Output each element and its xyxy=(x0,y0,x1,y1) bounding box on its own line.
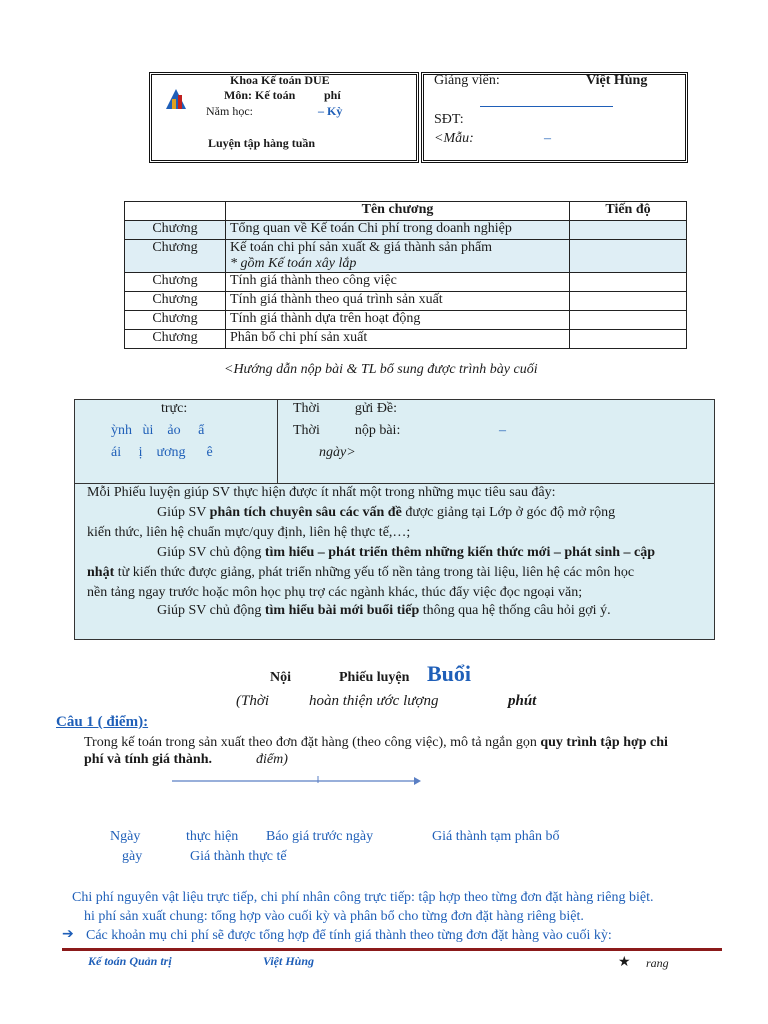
question-text-line2: phí và tính giá thành. xyxy=(84,752,212,767)
footer-lecturer: Việt Hùng xyxy=(263,954,315,968)
term-label: – Kỳ xyxy=(318,104,343,118)
goal-3-rest: thông qua hệ thống câu hỏi gợi ý. xyxy=(419,603,611,618)
question-text-normal: Trong kế toán trong sản xuất theo đơn đặt hàng (theo công việc), mô tả ngắn gọn xyxy=(84,735,541,750)
chapter-label: Chương xyxy=(125,330,226,349)
arrow-right-icon: ➔ xyxy=(62,926,74,942)
question-text-bold: quy trình tập hợp chi xyxy=(540,735,668,750)
goal-2-line2 xyxy=(87,562,634,584)
time-unit: phút xyxy=(508,693,537,709)
info-box xyxy=(74,399,715,640)
goal-2-bold2: nhật xyxy=(87,565,115,580)
timeline-label-actual-cost: Giá thành thực tế xyxy=(190,849,287,864)
answer-line-3: Các khoản mụ chi phí sẽ được tổng hợp để tính giá thành theo từng đơn đặt hàng vào cuối kỳ: xyxy=(86,928,612,943)
info-divider-vertical xyxy=(277,400,278,483)
chapter-name: Phân bổ chi phí sản xuất xyxy=(226,330,570,349)
table-header-empty xyxy=(125,202,226,221)
table-row xyxy=(125,221,687,240)
chapter-progress xyxy=(570,292,687,311)
faculty-name: Khoa Kế toán DUE xyxy=(230,73,330,87)
section-noi: Nội xyxy=(270,670,291,685)
section-buoi: Buổi xyxy=(427,661,472,686)
chapter-progress xyxy=(570,273,687,292)
chapter-label: Chương xyxy=(125,311,226,330)
table-row xyxy=(125,330,687,349)
chapter-label: Chương xyxy=(125,273,226,292)
chapter-label: Chương xyxy=(125,221,226,240)
chapter-progress xyxy=(570,311,687,330)
chapter-label: Chương xyxy=(125,240,226,273)
chapter-name: Tính giá thành theo công việc xyxy=(226,273,570,292)
template-label: <Mẫu: xyxy=(434,131,474,146)
support-title: trực: xyxy=(161,401,188,416)
time-mid: hoàn thiện ước lượng xyxy=(309,693,439,709)
chapter-label: Chương xyxy=(125,292,226,311)
lecturer-name: Việt Hùng xyxy=(586,73,648,88)
goal-2-rest: từ kiến thức được giảng, phát triển những yếu tố nền tảng trong tài liệu, liên hệ các môn học xyxy=(114,565,635,580)
goal-2 xyxy=(157,542,655,564)
chapters-table xyxy=(124,201,687,349)
year-label: Năm học: xyxy=(206,104,253,118)
question-text xyxy=(84,733,734,753)
time-open: (Thời xyxy=(236,693,270,709)
timeline-label-day: Ngày xyxy=(110,829,141,844)
chapter-note: * gồm Kế toán xây lắp xyxy=(230,256,357,271)
lecturer-label: Giảng viên: xyxy=(434,73,500,88)
table-row xyxy=(125,240,687,273)
timeline-label-quote: Báo giá trước ngày xyxy=(266,829,374,844)
chapter-name xyxy=(226,240,570,273)
header-left-box xyxy=(149,72,419,163)
support-name-2: ái ị ương ê xyxy=(111,445,213,460)
lecturer-underline xyxy=(480,106,613,107)
footer-page: rang xyxy=(646,956,669,970)
chapters-footnote: <Hướng dẫn nộp bài & TL bổ sung được trình bày cuối xyxy=(224,362,538,377)
phone-label: SĐT: xyxy=(434,112,464,127)
chapter-name: Tính giá thành dựa trên hoạt động xyxy=(226,311,570,330)
chapter-progress xyxy=(570,221,687,240)
goal-2-prefix: Giúp SV chủ động xyxy=(157,545,265,560)
send-time-label: Thời gửi Đề: xyxy=(293,401,398,416)
chapter-name-text: Kế toán chi phí sản xuất & giá thành sản phẩm xyxy=(230,240,493,255)
goal-3-prefix: Giúp SV chủ động xyxy=(157,603,265,618)
timeline-label-day2: gày xyxy=(122,849,143,864)
subject-suffix: phí xyxy=(324,88,341,102)
goal-1-line2: kiến thức, liên hệ chuẩn mực/quy định, liên hệ thực tế,…; xyxy=(87,525,411,540)
day-label: ngày> xyxy=(319,445,356,460)
subject-label: Môn: Kế toán xyxy=(224,88,296,102)
goal-3 xyxy=(157,600,611,622)
university-logo-icon xyxy=(164,87,190,111)
question-title: Câu 1 ( điểm): xyxy=(56,714,149,730)
header-right-box xyxy=(421,72,688,163)
section-phieu: Phiếu luyện xyxy=(339,670,410,685)
table-header-progress: Tiến độ xyxy=(570,202,687,221)
chapter-name: Tổng quan về Kế toán Chi phí trong doanh nghiệp xyxy=(226,221,570,240)
footer-course: Kế toán Quản trị xyxy=(88,954,172,968)
footer-rule xyxy=(62,948,722,951)
goals-intro: Mỗi Phiếu luyện giúp SV thực hiện được ít nhất một trong những mục tiêu sau đây: xyxy=(87,485,556,500)
chapter-progress xyxy=(570,330,687,349)
chapter-name: Tính giá thành theo quá trình sản xuất xyxy=(226,292,570,311)
weekly-practice-label: Luyện tập hàng tuần xyxy=(208,136,316,150)
star-icon: ★ xyxy=(618,954,631,970)
goal-1-rest: được giảng tại Lớp ở góc độ mở rộng xyxy=(401,505,616,520)
goal-2-line3: nền tảng ngay trước hoặc môn học phụ trợ các ngành khác, thúc đẩy việc đọc ngoại văn; xyxy=(87,585,583,600)
goal-1 xyxy=(157,502,615,524)
question-points: điểm) xyxy=(256,752,288,767)
submit-time-dash: – xyxy=(499,423,506,438)
template-dash: – xyxy=(544,131,551,146)
answer-line-1: Chi phí nguyên vật liệu trực tiếp, chi phí nhân công trực tiếp: tập hợp theo từng đơn đặt hàng riêng biệt. xyxy=(72,890,654,905)
support-name-1: ỳnh ùi ảo ẩ xyxy=(111,423,205,438)
goal-1-prefix: Giúp SV xyxy=(157,505,210,520)
table-row xyxy=(125,311,687,330)
table-row xyxy=(125,292,687,311)
submit-time-label: Thời nộp bài: xyxy=(293,423,401,438)
goal-3-bold: tìm hiểu bài mới buổi tiếp xyxy=(264,603,420,618)
chapter-progress xyxy=(570,240,687,273)
goal-1-bold: phân tích chuyên sâu các vấn đề xyxy=(209,505,402,520)
table-row xyxy=(125,273,687,292)
timeline-arrow-icon xyxy=(170,774,422,788)
answer-line-2: hi phí sản xuất chung: tổng hợp vào cuối kỳ và phân bổ cho từng đơn đặt hàng riêng biệt. xyxy=(84,909,584,924)
timeline-label-temp-cost: Giá thành tạm phân bổ xyxy=(432,829,560,844)
goal-2-bold: tìm hiểu – phát triển thêm những kiến thức mới – phát sinh – cập xyxy=(264,545,656,560)
table-header-chapter-name: Tên chương xyxy=(226,202,570,221)
timeline-label-exec: thực hiện xyxy=(186,829,239,844)
